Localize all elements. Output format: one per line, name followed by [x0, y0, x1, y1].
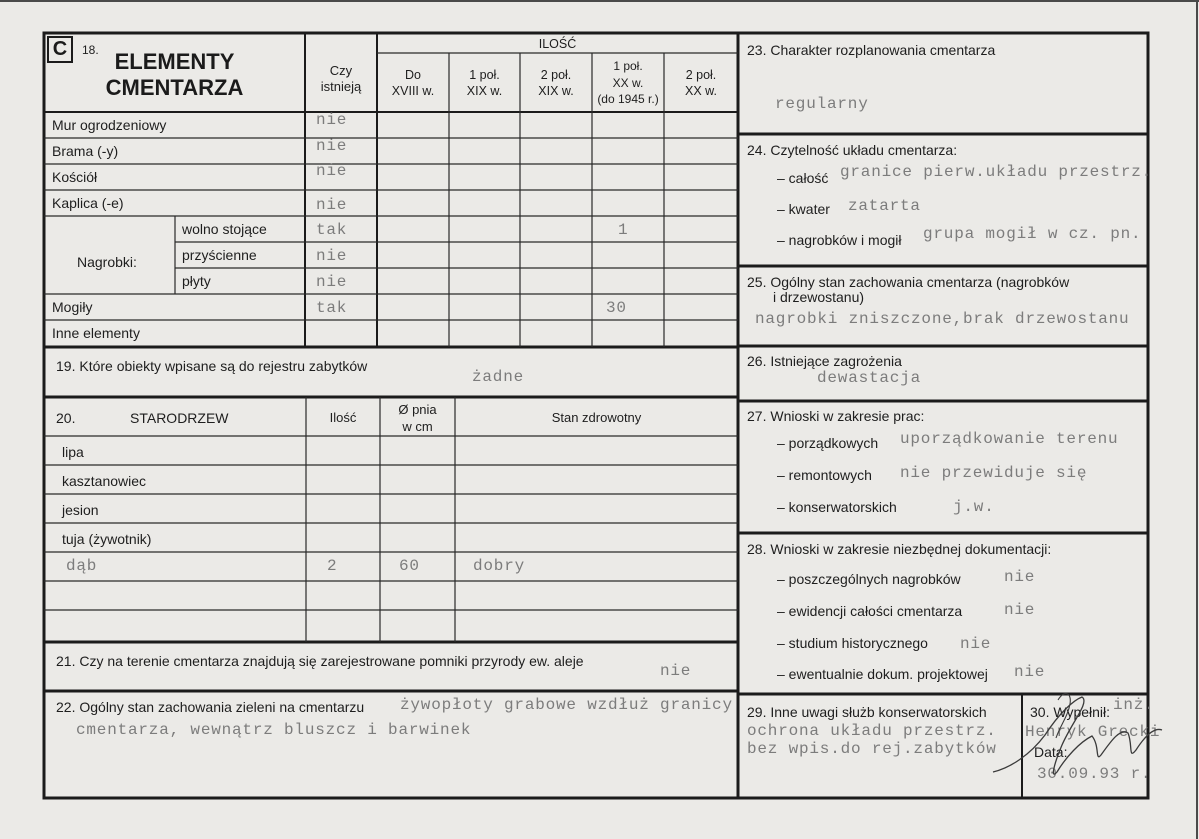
- conservator-notes-label: 29. Inne uwagi służb konserwatorskich: [747, 704, 987, 720]
- work-item-value: nie przewiduje się: [900, 464, 1088, 482]
- element-row-label: Inne elementy: [52, 325, 140, 341]
- element-exists-value: nie: [316, 247, 348, 265]
- element-count-value: 30: [606, 299, 627, 317]
- tree-health-value: dobry: [473, 557, 526, 575]
- legibility-item-label: – całość: [777, 170, 829, 186]
- element-exists-value: tak: [316, 221, 348, 239]
- condition-label-line2: i drzewostanu): [773, 289, 865, 305]
- legibility-item-label: – nagrobków i mogił: [777, 232, 902, 248]
- documentation-item-value: nie: [1004, 601, 1036, 619]
- element-count-value: 1: [618, 221, 629, 239]
- filled-by-label: 30. Wypełnił:: [1030, 704, 1111, 720]
- trees-header-health: Stan zdrowotny: [551, 410, 642, 425]
- trees-title: STARODRZEW: [130, 410, 229, 426]
- condition-label-line1: 25. Ogólny stan zachowania cmentarza (nagrobków: [747, 274, 1070, 290]
- legibility-item-value: granice pierw.układu przestrz.: [840, 163, 1153, 181]
- greenery-value-line2: cmentarza, wewnątrz bluszcz i barwinek: [76, 721, 472, 739]
- documentation-item-value: nie: [1014, 663, 1046, 681]
- element-row-label: Kościół: [52, 169, 98, 185]
- element-row-label: płyty: [182, 273, 211, 289]
- layout-legibility-label: 24. Czytelność układu cmentarza:: [747, 142, 958, 158]
- header-exists: Czy istnieją: [320, 63, 362, 94]
- element-exists-value: nie: [316, 273, 348, 291]
- threats-value: dewastacja: [817, 369, 922, 387]
- work-item-label: – konserwatorskich: [777, 499, 897, 515]
- condition-value: nagrobki zniszczone,brak drzewostanu: [755, 310, 1130, 328]
- filled-by-title: inż.: [1113, 696, 1155, 714]
- element-exists-value: nie: [316, 162, 348, 180]
- conservator-notes-value-line2: bez wpis.do rej.zabytków: [747, 740, 997, 758]
- tree-row-name: jesion: [62, 502, 99, 518]
- element-row-label: Brama (-y): [52, 143, 119, 159]
- documentation-proposals-label: 28. Wnioski w zakresie niezbędnej dokumentacji:: [747, 541, 1052, 557]
- documentation-item-value: nie: [1004, 568, 1036, 586]
- elements-title-line1: ELEMENTY: [114, 49, 235, 74]
- element-row-label: Mur ogrodzeniowy: [52, 117, 167, 133]
- work-proposals-label: 27. Wnioski w zakresie prac:: [747, 408, 925, 424]
- element-exists-value: tak: [316, 299, 348, 317]
- header-period-xix-first-half: 1 poł. XIX w.: [466, 68, 503, 98]
- work-item-value: j.w.: [953, 498, 995, 516]
- header-period-xix-second-half: 2 poł. XIX w.: [538, 68, 574, 98]
- greenery-label: 22. Ogólny stan zachowania zieleni na cmentarzu: [56, 699, 365, 715]
- element-row-label: Mogiły: [52, 299, 93, 315]
- greenery-value-line1: żywopłoty grabowe wzdłuż granicy: [400, 696, 733, 714]
- elements-title-line2: CMENTARZA: [105, 75, 244, 100]
- tree-row-name: kasztanowiec: [62, 473, 147, 489]
- layout-character-label: 23. Charakter rozplanowania cmentarza: [747, 42, 996, 58]
- legibility-item-label: – kwater: [777, 201, 830, 217]
- work-item-value: uporządkowanie terenu: [900, 430, 1119, 448]
- header-period-xviii: Do XVIII w.: [391, 68, 435, 98]
- tree-count-value: 2: [327, 557, 338, 575]
- tree-diameter-value: 60: [399, 557, 420, 575]
- documentation-item-label: – ewidencji całości cmentarza: [777, 603, 963, 619]
- element-exists-value: nie: [316, 196, 348, 214]
- header-period-xx-first-half: 1 poł. XX w. (do 1945 r.): [597, 59, 659, 106]
- element-exists-value: nie: [316, 137, 348, 155]
- tree-row-name: lipa: [62, 444, 84, 460]
- natural-monuments-label: 21. Czy na terenie cmentarza znajdują się zarejestrowane pomniki przyrody ew. aleje: [56, 653, 584, 669]
- nagrobki-group-label: Nagrobki:: [77, 254, 137, 270]
- documentation-item-label: – poszczególnych nagrobków: [777, 571, 961, 587]
- signature-stroke: [1056, 694, 1070, 738]
- work-item-label: – remontowych: [777, 467, 872, 483]
- trees-header-diameter: Ø pnia w cm: [398, 402, 437, 434]
- date-value: 30.09.93 r.: [1037, 765, 1152, 783]
- header-quantity: ILOŚĆ: [538, 37, 577, 51]
- documentation-item-label: – studium historycznego: [777, 635, 928, 651]
- signature-stroke: [993, 697, 1162, 774]
- element-row-label: wolno stojące: [182, 221, 267, 237]
- documentation-item-value: nie: [960, 635, 992, 653]
- natural-monuments-value: nie: [660, 662, 692, 680]
- registry-value: żadne: [472, 368, 525, 386]
- conservator-notes-value-line1: ochrona układu przestrz.: [747, 722, 997, 740]
- layout-character-value: regularny: [775, 95, 869, 113]
- legibility-item-value: zatarta: [848, 197, 921, 215]
- card-letter: C: [52, 38, 68, 60]
- date-label: Data:: [1034, 744, 1068, 760]
- legibility-item-value: grupa mogił w cz. pn.: [923, 225, 1142, 243]
- documentation-item-label: – ewentualnie dokum. projektowej: [777, 666, 988, 682]
- threats-label: 26. Istniejące zagrożenia: [747, 353, 902, 369]
- header-period-xx-second-half: 2 poł. XX w.: [685, 68, 717, 98]
- tree-row-name: tuja (żywotnik): [62, 531, 152, 547]
- element-row-label: przyścienne: [182, 247, 257, 263]
- trees-number: 20.: [56, 410, 76, 426]
- work-item-label: – porządkowych: [777, 435, 879, 451]
- element-row-label: Kaplica (-e): [52, 195, 124, 211]
- tree-row-name: dąb: [66, 557, 98, 575]
- section-18-number: 18.: [82, 43, 99, 57]
- registry-label: 19. Które obiekty wpisane są do rejestru zabytków: [56, 358, 368, 374]
- trees-header-count: Ilość: [329, 410, 357, 425]
- element-exists-value: nie: [316, 111, 348, 129]
- filled-by-name: Henryk Grecki: [1025, 723, 1161, 741]
